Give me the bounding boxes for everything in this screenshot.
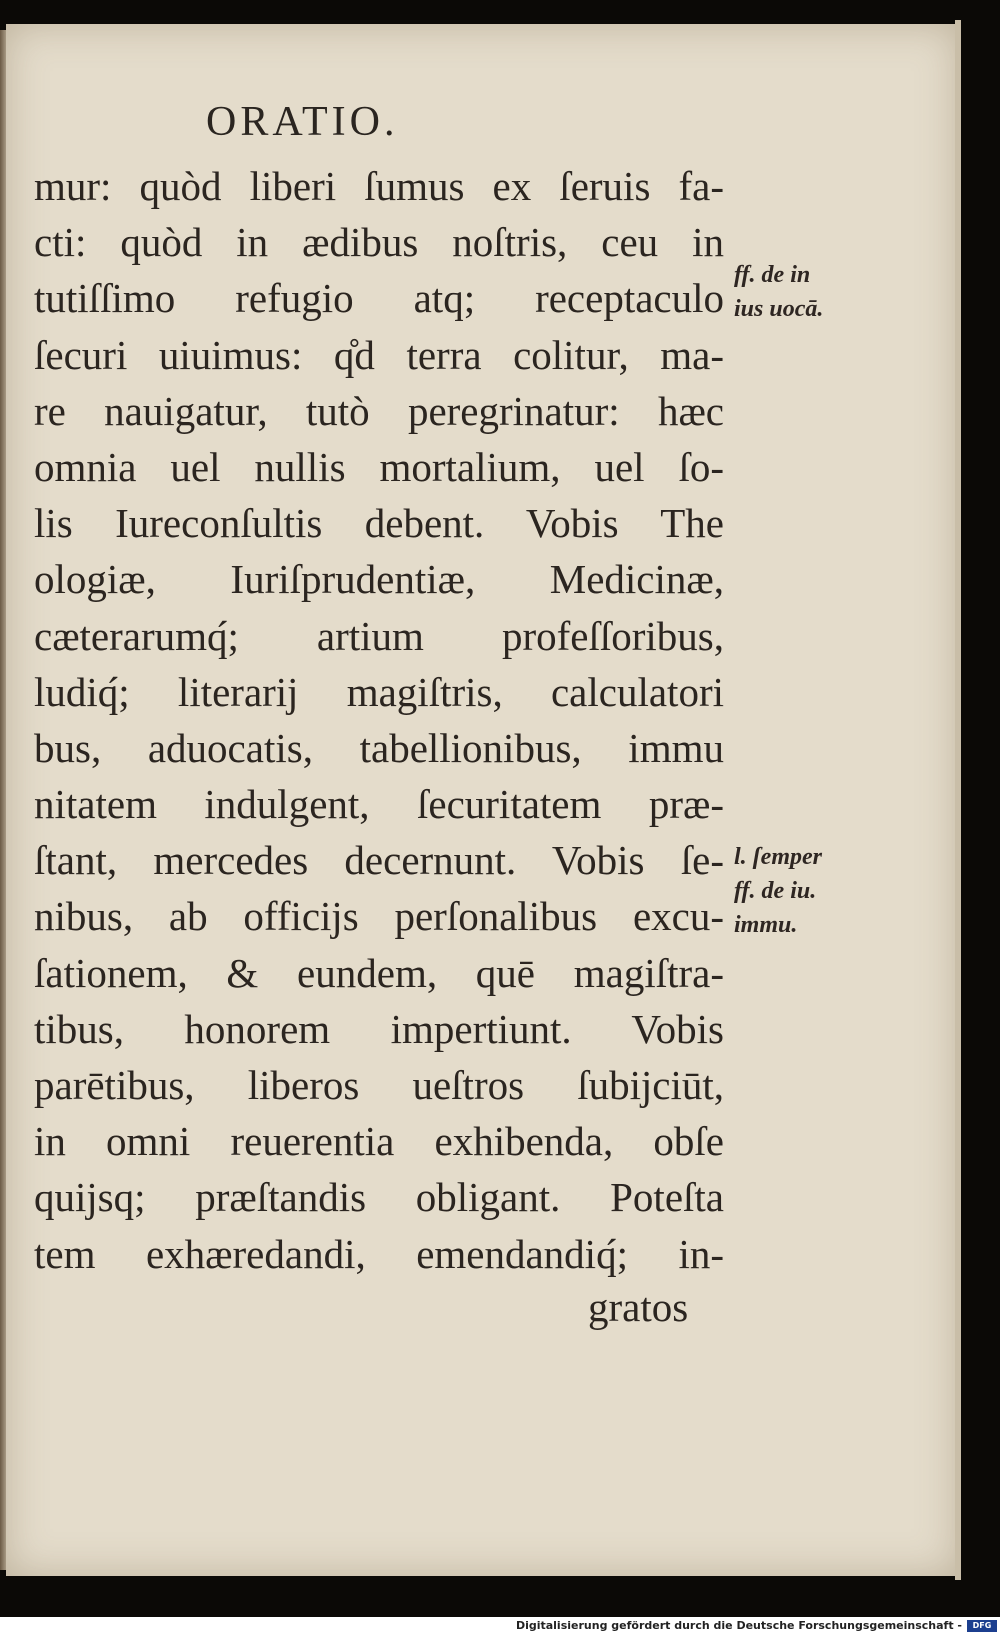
text-line: lis Iureconſultis debent. Vobis The — [34, 500, 724, 547]
text-line: tem exhæredandi, emendandiq́; in- — [34, 1230, 724, 1277]
text-line: ologiæ, Iuriſprudentiæ, Medicinæ, — [34, 556, 724, 603]
text-line: mur: quòd liberi ſumus ex ſeruis fa- — [34, 163, 724, 209]
text-line: bus, aduocatis, tabellionibus, immu — [34, 724, 724, 771]
page-fore-edge — [955, 20, 961, 1580]
text-line: cæterarumq́; artium profeſſoribus, — [34, 612, 724, 659]
body-text — [34, 158, 724, 1282]
marginal-note-line: ff. de iu. — [734, 878, 817, 904]
text-line: re nauigatur, tutò peregrinatur: hæc — [34, 387, 724, 434]
text-line: omnia uel nullis mortalium, uel ſo- — [34, 443, 724, 490]
text-line: ſationem, & eundem, quē magiſtra- — [34, 949, 724, 996]
text-line: ludiq́; literarĳ magiſtris, calculatori — [34, 668, 724, 715]
text-line: cti: quòd in ædibus noſtris, ceu in — [34, 219, 724, 266]
text-line: tutiſſimo refugio atq; receptaculo — [34, 275, 724, 322]
text-line: tibus, honorem impertiunt. Vobis — [34, 1005, 724, 1052]
marginal-note — [734, 840, 822, 942]
funding-credit: Digitalisierung gefördert durch die Deutsche Forschungsgemeinschaft - — [515, 1619, 962, 1632]
text-line: nitatem indulgent, ſecuritatem præ- — [34, 781, 724, 828]
text-line: in omni reuerentia exhibenda, obſe — [34, 1118, 724, 1165]
marginal-note-line: immu. — [734, 912, 798, 938]
text-line: nibus, ab officĳs perſonalibus excu- — [34, 893, 724, 940]
footer-bar — [0, 1617, 1000, 1635]
dfg-logo: DFG — [967, 1620, 997, 1632]
marginal-note — [734, 258, 823, 326]
marginal-note-line: ius uocā. — [734, 296, 824, 322]
marginal-note-line: ff. de in — [734, 262, 811, 288]
marginal-note-line: l. ſemper — [734, 844, 822, 870]
text-line: quĳsq; præſtandis obligant. Poteſta — [34, 1174, 724, 1221]
text-line: ſecuri uiuimus: q̊d terra colitur, ma- — [34, 331, 724, 378]
catchword: gratos — [588, 1284, 689, 1330]
running-header: ORATIO. — [206, 99, 399, 145]
text-line: ſtant, mercedes decernunt. Vobis ſe- — [34, 837, 724, 884]
text-line: parētibus, liberos ueſtros ſubĳciūt, — [34, 1062, 724, 1108]
